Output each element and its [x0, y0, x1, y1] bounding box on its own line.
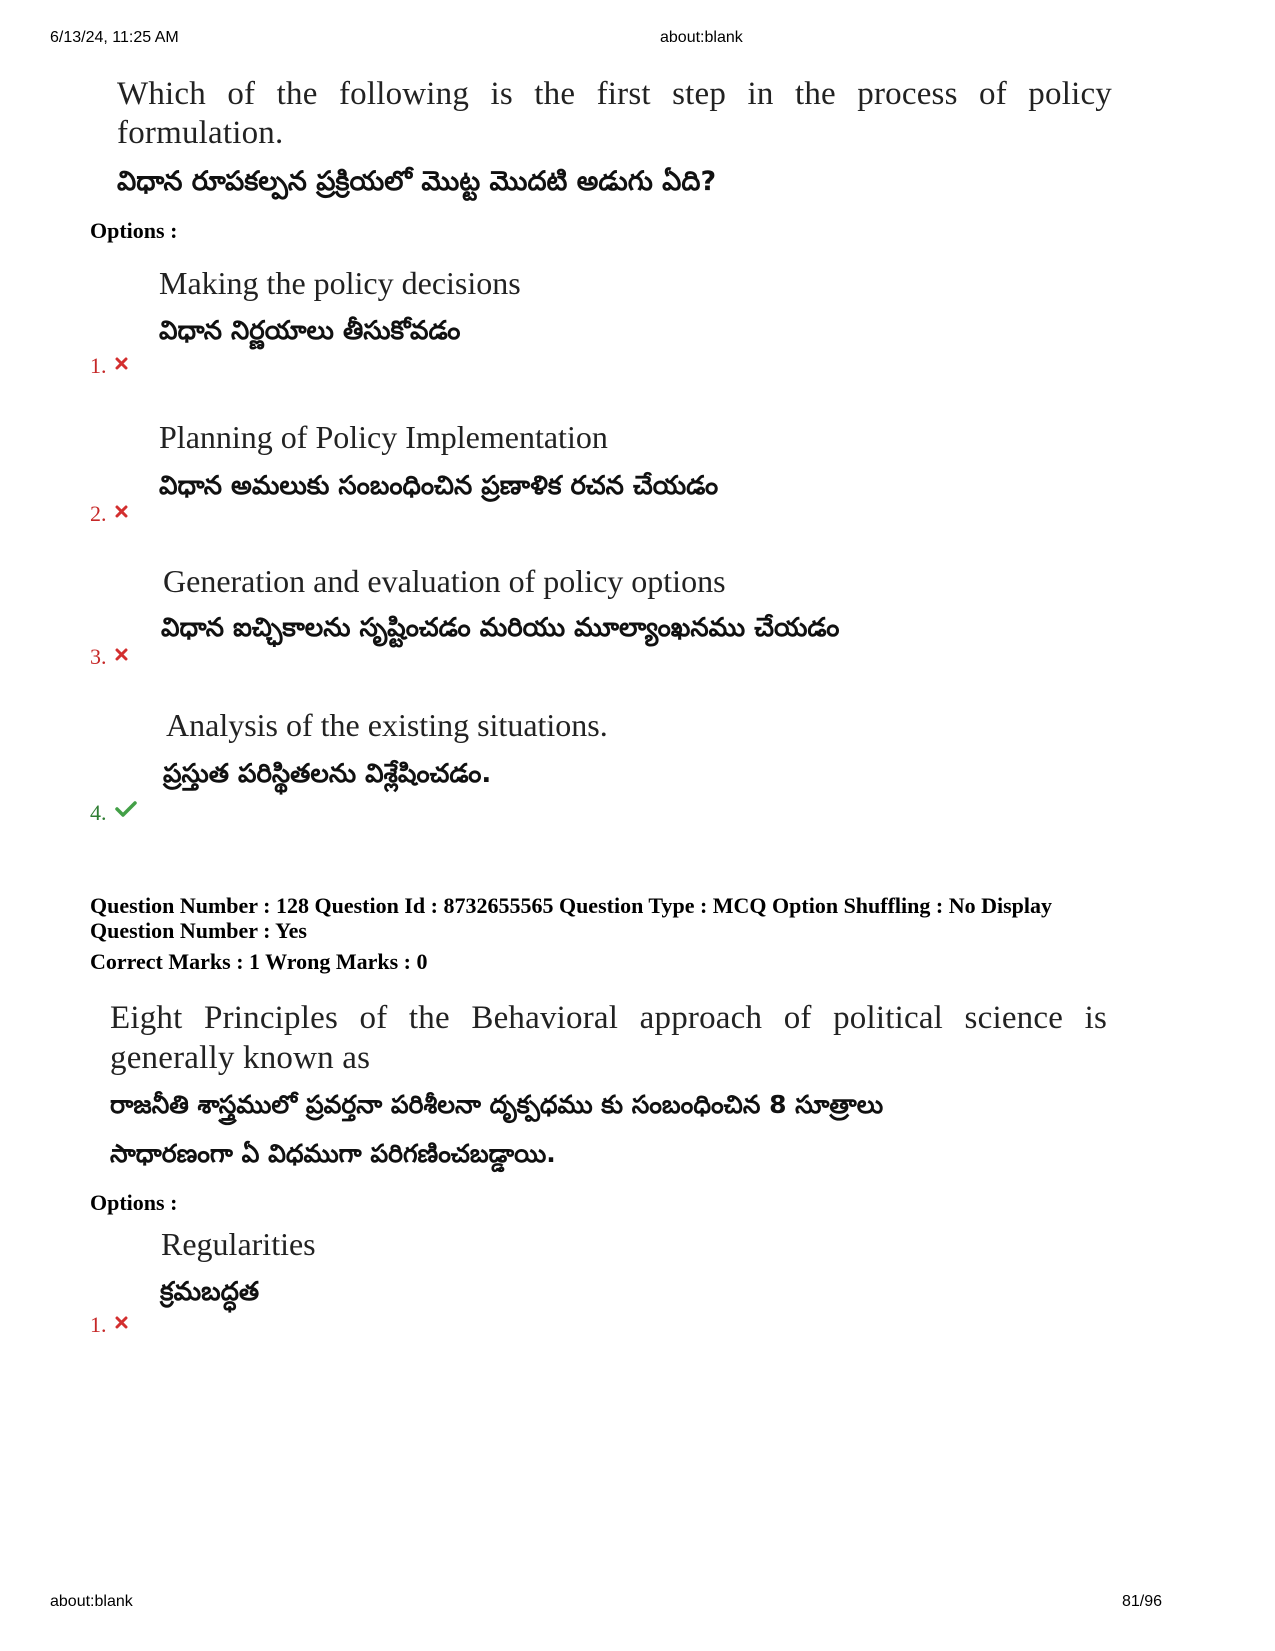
question-text-te: రాజనీతి శాస్త్రములో ప్రవర్తనా పరిశీలనా దృక్పధము కు సంబంధించిన 8 సూత్రాలు — [110, 1090, 884, 1119]
option-4-text-en: Analysis of the existing situations. — [166, 707, 608, 743]
option-3-text-en: Generation and evaluation of policy options — [163, 563, 726, 599]
option-3-number: 3. — [90, 641, 128, 670]
question-text-en-cont: generally known as — [110, 1040, 371, 1076]
check-icon — [115, 797, 137, 823]
option-1-text-en: Making the policy decisions — [159, 265, 521, 301]
question-meta-line2: Question Number : Yes — [90, 918, 307, 943]
print-datetime: 6/13/24, 11:25 AM — [50, 29, 179, 46]
option-1-number: 1. — [90, 350, 128, 379]
question-meta-line1: Question Number : 128 Question Id : 8732655565 Question Type : MCQ Option Shuffling : No Display — [90, 893, 1053, 918]
option-2-text-te: విధాన అమలుకు సంబంధించిన ప్రణాళిక రచన చేయడం — [159, 471, 719, 501]
option-2-number: 2. — [90, 498, 128, 527]
print-footer-url: about:blank — [50, 1593, 133, 1610]
option-3-text-te: విధాన ఐచ్ఛికాలను సృష్టించడం మరియు మూల్యాంఖనము చేయడం — [161, 613, 840, 643]
option-2-text-en: Planning of Policy Implementation — [159, 419, 608, 455]
page-number: 81/96 — [1121, 1593, 1162, 1610]
question-marks: Correct Marks : 1 Wrong Marks : 0 — [90, 949, 428, 974]
option-1-text-te: క్రమబద్ధత — [160, 1277, 260, 1307]
question-text-te-cont: సాధారణంగా ఏ విధముగా పరిగణించబడ్డాయి. — [110, 1139, 556, 1168]
options-label: Options : — [90, 218, 178, 243]
print-url: about:blank — [660, 29, 743, 46]
option-4-number: 4. — [90, 797, 137, 826]
option-1-number: 1. — [90, 1309, 128, 1338]
option-1-text-te: విధాన నిర్ణయాలు తీసుకోవడం — [159, 316, 461, 346]
cross-icon — [115, 641, 128, 667]
question-text-te: విధాన రూపకల్పన ప్రక్రియలో మొట్ట మొదటి అడుగు ఏది? — [117, 166, 717, 197]
option-1-text-en: Regularities — [161, 1226, 316, 1262]
cross-icon — [115, 498, 128, 524]
cross-icon — [115, 350, 128, 376]
question-text-en-cont: formulation. — [117, 115, 284, 151]
option-4-text-te: ప్రస్తుత పరిస్థితలను విశ్లేషించడం. — [163, 759, 492, 789]
cross-icon — [115, 1309, 128, 1335]
question-text-en: Which of the following is the first step in the process of policy — [117, 76, 1112, 112]
question-text-en: Eight Principles of the Behavioral approach of political science is — [110, 1000, 1107, 1036]
options-label: Options : — [90, 1190, 178, 1215]
